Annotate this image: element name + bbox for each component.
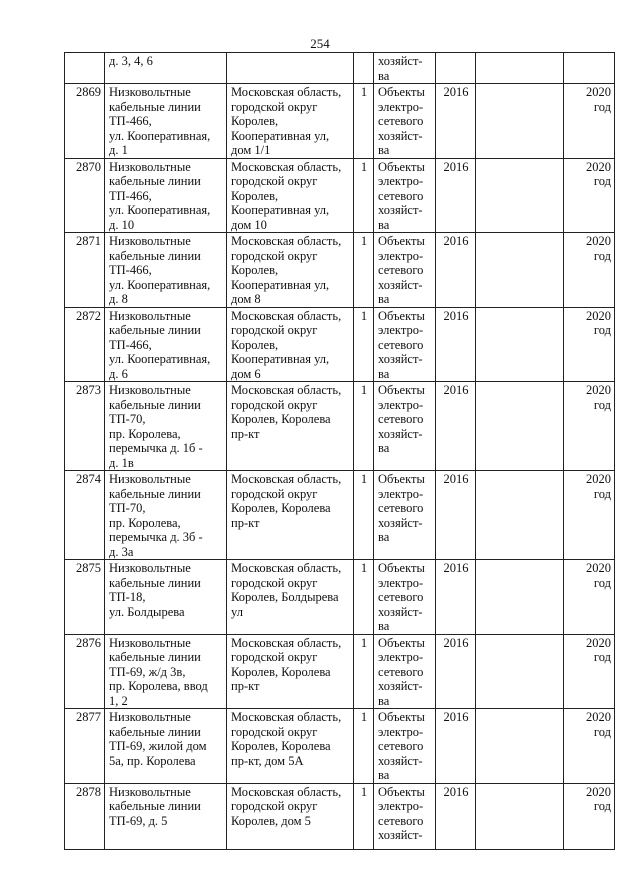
address-cell: Московская область, городской округ Королев, Болдырева ул — [227, 560, 354, 635]
table-row — [65, 382, 615, 471]
address-cell: Московская область, городской округ Королев, дом 5 — [227, 783, 354, 849]
term-cell — [564, 53, 615, 84]
object-type-cell: Объекты электро- сетевого хозяйст- ва — [374, 233, 436, 308]
blank-cell — [476, 471, 564, 560]
quantity-cell: 1 — [354, 634, 374, 709]
term-cell: 2020 год — [564, 783, 615, 849]
object-name-cell: Низковольтные кабельные линии ТП-466, ул. Кооперативная, д. 8 — [105, 233, 227, 308]
blank-cell — [476, 634, 564, 709]
object-type-cell: Объекты электро- сетевого хозяйст- — [374, 783, 436, 849]
address-cell: Московская область, городской округ Королев, Королева пр-кт, дом 5А — [227, 709, 354, 784]
year-cell: 2016 — [436, 382, 476, 471]
year-cell: 2016 — [436, 233, 476, 308]
table-row — [65, 307, 615, 382]
address-cell: Московская область, городской округ Королев, Кооперативная ул, дом 1/1 — [227, 84, 354, 159]
year-cell — [436, 53, 476, 84]
blank-cell — [476, 783, 564, 849]
term-cell: 2020 год — [564, 471, 615, 560]
row-number-cell: 2876 — [65, 634, 105, 709]
address-cell: Московская область, городской округ Королев, Королева пр-кт — [227, 634, 354, 709]
term-cell: 2020 год — [564, 709, 615, 784]
registry-table — [64, 52, 615, 850]
page-number: 254 — [310, 36, 330, 51]
table-row — [65, 158, 615, 233]
object-name-cell: Низковольтные кабельные линии ТП-18, ул. Болдырева — [105, 560, 227, 635]
row-number-cell: 2878 — [65, 783, 105, 849]
year-cell: 2016 — [436, 560, 476, 635]
term-cell: 2020 год — [564, 560, 615, 635]
quantity-cell: 1 — [354, 560, 374, 635]
object-type-cell: хозяйст- ва — [374, 53, 436, 84]
object-name-cell: Низковольтные кабельные линии ТП-466, ул. Кооперативная, д. 1 — [105, 84, 227, 159]
quantity-cell: 1 — [354, 158, 374, 233]
row-number-cell: 2871 — [65, 233, 105, 308]
address-cell: Московская область, городской округ Королев, Королева пр-кт — [227, 382, 354, 471]
year-cell: 2016 — [436, 634, 476, 709]
term-cell: 2020 год — [564, 84, 615, 159]
row-number-cell: 2874 — [65, 471, 105, 560]
object-name-cell: Низковольтные кабельные линии ТП-466, ул. Кооперативная, д. 6 — [105, 307, 227, 382]
quantity-cell: 1 — [354, 709, 374, 784]
row-number-cell: 2872 — [65, 307, 105, 382]
quantity-cell: 1 — [354, 471, 374, 560]
year-cell: 2016 — [436, 84, 476, 159]
quantity-cell: 1 — [354, 233, 374, 308]
object-type-cell: Объекты электро- сетевого хозяйст- ва — [374, 471, 436, 560]
quantity-cell: 1 — [354, 307, 374, 382]
blank-cell — [476, 560, 564, 635]
quantity-cell — [354, 53, 374, 84]
row-number-cell: 2869 — [65, 84, 105, 159]
year-cell: 2016 — [436, 307, 476, 382]
blank-cell — [476, 158, 564, 233]
blank-cell — [476, 709, 564, 784]
year-cell: 2016 — [436, 471, 476, 560]
table-row — [65, 53, 615, 84]
term-cell: 2020 год — [564, 233, 615, 308]
object-name-cell: Низковольтные кабельные линии ТП-70, пр. Королева, перемычка д. 3б - д. 3а — [105, 471, 227, 560]
table-row — [65, 471, 615, 560]
address-cell: Московская область, городской округ Королев, Кооперативная ул, дом 6 — [227, 307, 354, 382]
object-name-cell: Низковольтные кабельные линии ТП-69, д. 5 — [105, 783, 227, 849]
table-row — [65, 783, 615, 849]
object-type-cell: Объекты электро- сетевого хозяйст- ва — [374, 382, 436, 471]
row-number-cell: 2875 — [65, 560, 105, 635]
year-cell: 2016 — [436, 783, 476, 849]
object-name-cell: д. 3, 4, 6 — [105, 53, 227, 84]
object-type-cell: Объекты электро- сетевого хозяйст- ва — [374, 709, 436, 784]
address-cell: Московская область, городской округ Королев, Кооперативная ул, дом 10 — [227, 158, 354, 233]
year-cell: 2016 — [436, 158, 476, 233]
table-row — [65, 560, 615, 635]
object-name-cell: Низковольтные кабельные линии ТП-69, ж/д 3в, пр. Королева, ввод 1, 2 — [105, 634, 227, 709]
row-number-cell: 2877 — [65, 709, 105, 784]
table-row — [65, 233, 615, 308]
year-cell: 2016 — [436, 709, 476, 784]
blank-cell — [476, 307, 564, 382]
object-type-cell: Объекты электро- сетевого хозяйст- ва — [374, 158, 436, 233]
quantity-cell: 1 — [354, 783, 374, 849]
object-type-cell: Объекты электро- сетевого хозяйст- ва — [374, 307, 436, 382]
row-number-cell: 2870 — [65, 158, 105, 233]
table-row — [65, 84, 615, 159]
table-row — [65, 634, 615, 709]
address-cell: Московская область, городской округ Королев, Кооперативная ул, дом 8 — [227, 233, 354, 308]
term-cell: 2020 год — [564, 158, 615, 233]
address-cell — [227, 53, 354, 84]
term-cell: 2020 год — [564, 382, 615, 471]
object-name-cell: Низковольтные кабельные линии ТП-70, пр. Королева, перемычка д. 1б - д. 1в — [105, 382, 227, 471]
blank-cell — [476, 382, 564, 471]
blank-cell — [476, 84, 564, 159]
term-cell: 2020 год — [564, 634, 615, 709]
address-cell: Московская область, городской округ Королев, Королева пр-кт — [227, 471, 354, 560]
table-row — [65, 709, 615, 784]
row-number-cell — [65, 53, 105, 84]
quantity-cell: 1 — [354, 382, 374, 471]
blank-cell — [476, 233, 564, 308]
object-type-cell: Объекты электро- сетевого хозяйст- ва — [374, 84, 436, 159]
blank-cell — [476, 53, 564, 84]
term-cell: 2020 год — [564, 307, 615, 382]
row-number-cell: 2873 — [65, 382, 105, 471]
object-name-cell: Низковольтные кабельные линии ТП-466, ул. Кооперативная, д. 10 — [105, 158, 227, 233]
quantity-cell: 1 — [354, 84, 374, 159]
object-type-cell: Объекты электро- сетевого хозяйст- ва — [374, 560, 436, 635]
object-name-cell: Низковольтные кабельные линии ТП-69, жилой дом 5а, пр. Королева — [105, 709, 227, 784]
object-type-cell: Объекты электро- сетевого хозяйст- ва — [374, 634, 436, 709]
